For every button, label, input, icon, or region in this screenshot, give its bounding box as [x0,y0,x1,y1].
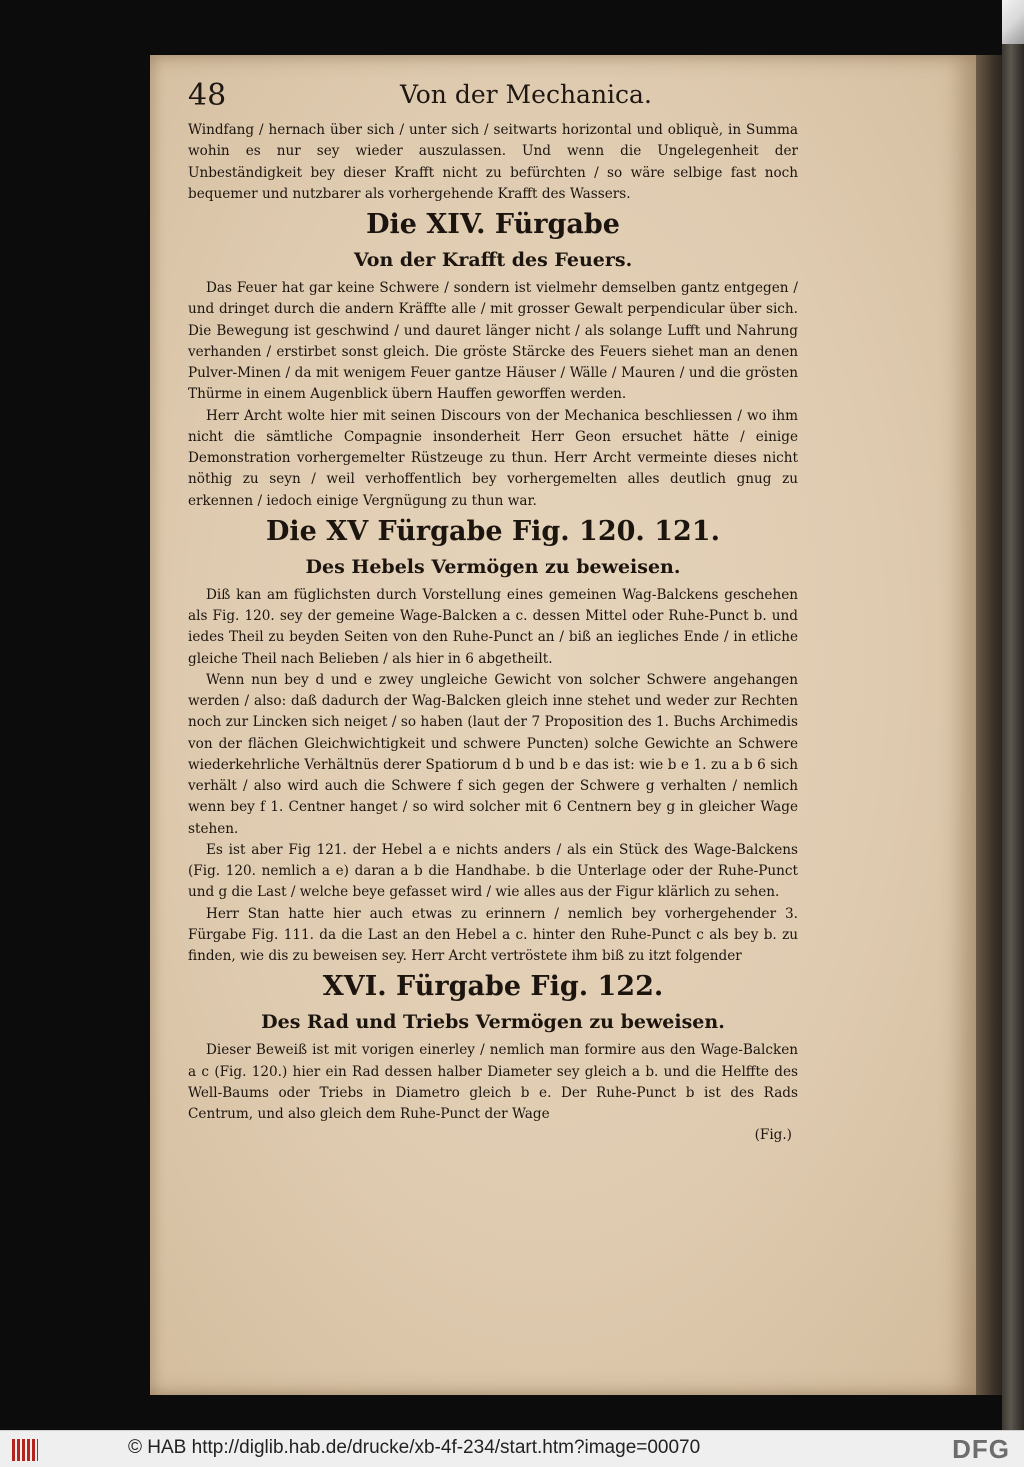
running-title: Von der Mechanica. [400,80,652,109]
dfg-logo: DFG [952,1434,1010,1464]
section-14-title: Die XIV. Fürgabe [366,209,620,240]
section-16-subtitle: Des Rad und Triebs Vermögen zu beweisen. [261,1011,725,1034]
section-15-paragraph-1: Diß kan am füglichsten durch Vorstellung eines gemeinen Wag-Balckens geschehen als Fig. 120. sey der gemeine Wage-Balcken a c. dessen Mittel oder Ruhe-Punct b. und iedes Theil zu beyden Seiten von den Ruhe-Punct an / biß an iegliches Ende / in etliche gleiche Theil nach Belieben / als hier in 6 abgetheilt. [188,586,798,667]
section-14-paragraph-2: Herr Archt wolte hier mit seinen Discours von der Mechanica beschliessen / wo ihm nicht die sämtliche Compagnie insonderheit Herr Geon ersuchet hätte / einige Demonstration vorhergemelter Rüstzeuge zu thun. Herr Archt vermeinte dieses nicht nöthig zu seyn / weil verhoffentlich bey vorhergemelten alles deutlich gnug zu erkennen / iedoch einige Vergnügung zu thun war. [188,407,798,509]
section-15-title: Die XV Fürgabe Fig. 120. 121. [266,515,720,547]
viewer-right-edge [1002,0,1024,1430]
section-14-paragraph-1: Das Feuer hat gar keine Schwere / sondern ist vielmehr demselben gantz entgegen / und dringet durch die andern Kräffte alle / mit grosser Gewalt perpendicular über sich. Die Bewegung ist geschwind / und dauret länger nicht / als solange Lufft und Nahrung verhanden / erstirbet sonst gleich. Die gröste Stärcke des Feuers siehet man an denen Pulver-Minen / da mit wenigem Feuer gantze Häuser / Wälle / Mauren / und die grösten Thürme in einem Augenblick übern Hauffen geworffen werden. [188,280,798,403]
page-number: 48 [188,78,227,113]
page-curl-corner[interactable] [1002,0,1024,44]
citation-link[interactable]: © HAB http://diglib.hab.de/drucke/xb-4f-234/start.htm?image=00070 [128,1437,701,1458]
intro-paragraph: Windfang / hernach über sich / unter sich / seitwarts horizontal und obliquè, in Summa wohin es nur sey wieder auszulassen. Und wenn die Ungelegenheit der Unbeständigkeit bey dieser Krafft nicht zu befürchten / so wäre selbige fast noch bequemer und nutzbarer als vorhergehende Krafft des Wassers. [188,122,798,202]
section-16-paragraph-1: Dieser Beweiß ist mit vorigen einerley / nemlich man formire aus den Wage-Balcken a c (Fig. 120.) hier ein Rad dessen halber Diameter sey gleich a b. und die Helffte des Well-Baums oder Triebs in Diametro gleich b e. Der Ruhe-Punct b ist des Rads Centrum, und also gleich dem Ruhe-Punct der Wage [188,1042,798,1122]
section-15-paragraph-2: Wenn nun bey d und e zwey ungleiche Gewicht von solcher Schwere angehangen werden / also: daß dadurch der Wag-Balcken gleich inne stehet und weder zur Rechten noch zur Lincken sich neiget / so haben (laut der 7 Proposition des 1. Buchs Archimedis von der flächen Gleichwichtigkeit und schwere Puncten) solche Gewichte an Schwere wiederkehrliche Verhältnüs derer Spatiorum d b und b e das ist: wie b e 1. zu a b 6 sich verhält / also wird auch die Schwere f sich gegen der Schwere g verhalten / nemlich wenn bey f 1. Centner hanget / so wird solcher mit 6 Centnern bey g in gleicher Wage stehen. [188,671,798,837]
page-gutter [976,55,1002,1395]
section-15-paragraph-4: Herr Stan hatte hier auch etwas zu erinnern / nemlich bey vorhergehender 3. Fürgabe Fig. 111. da die Last an den Hebel a c. hinter den Ruhe-Punct c als bey b. zu finden, wie dis zu beweisen sey. Herr Archt vertröstete ihm biß zu itzt folgender [188,905,798,964]
section-15-subtitle: Des Hebels Vermögen zu beweisen. [305,555,681,578]
footer-bar [0,1430,1024,1467]
catchword: (Fig.) [754,1127,792,1144]
section-16-title: XVI. Fürgabe Fig. 122. [322,971,664,1003]
section-15-paragraph-3: Es ist aber Fig 121. der Hebel a e nichts anders / als ein Stück des Wage-Balckens (Fig. 120. nemlich a e) daran a b die Handhabe. b die Unterlage oder der Ruhe-Punct und g die Last / welche beye gefasset wird / wie alles aus der Figur klärlich zu sehen. [188,841,798,901]
page-header [188,78,808,118]
section-14-subtitle: Von der Krafft des Feuers. [353,249,633,271]
hab-barcode-logo-icon [12,1439,38,1461]
page-text [188,120,798,1146]
